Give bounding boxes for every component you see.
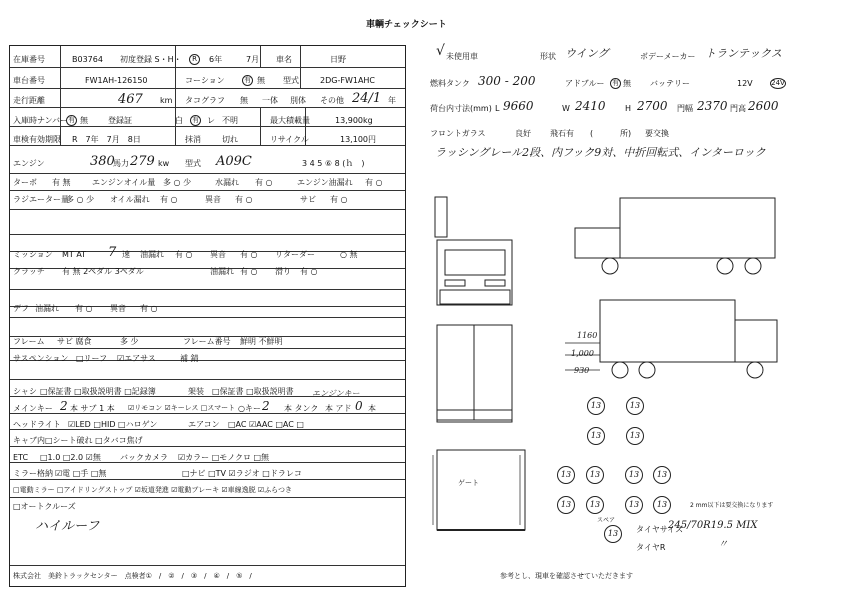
plate-yes-mark: 有 xyxy=(68,116,75,124)
deregistration-expired: 切れ xyxy=(222,135,238,144)
clutch-slip-label: 滑り xyxy=(275,267,291,276)
tire-second-right: 13 xyxy=(626,427,644,445)
gate-label: ゲート xyxy=(458,479,479,487)
transmission-oil-opts: 有 ○ xyxy=(175,250,193,259)
recycle-label: リサイクル xyxy=(270,135,309,144)
mileage-value: 467 xyxy=(118,92,143,107)
noise-label: 異音 xyxy=(205,195,221,204)
registration-year: 6年 xyxy=(209,55,223,64)
windshield-chips: 飛石有 xyxy=(550,129,574,138)
vehicle-name-label: 車名 xyxy=(276,55,292,64)
equipment-opts: □電動ミラー □アイドリングストップ ☑坂道発進 ☑電動ブレーキ ☑車線逸脱 ☑ふらつき xyxy=(13,486,293,494)
adblue-yes-mark: 有 xyxy=(612,79,619,87)
frame-rust-opts: 多 少 xyxy=(120,337,139,346)
caution-no: 無 xyxy=(257,76,265,85)
battery-24v-mark: 24V xyxy=(771,79,785,87)
body-maker-label: ボデーメーカー xyxy=(640,52,696,61)
tank-key-label: ○キー xyxy=(238,404,261,413)
headlight-opts: ☑LED □HID □ハロゲン xyxy=(68,420,158,429)
tank-key-count: 2 xyxy=(262,399,270,413)
cargo-dims-label: 荷台内寸法(mm) xyxy=(430,104,492,113)
transmission-noise-opts: 有 ○ xyxy=(240,250,258,259)
turbo-opts: 有 無 xyxy=(52,178,71,187)
side-height-2: 1,000 xyxy=(571,349,594,358)
engine-oil-opts: 多 ○ 少 xyxy=(163,178,192,187)
battery-12v: 12V xyxy=(737,79,753,88)
registration-month: 7月 xyxy=(246,55,260,64)
oil-leak-opts: 有 ○ xyxy=(160,195,178,204)
tire-rear2-inner-right: 13 xyxy=(625,496,643,514)
chassis-number: FW1AH-126150 xyxy=(85,76,148,85)
first-registration-label: 初度登録 S・H・ xyxy=(120,55,182,64)
suspension-label: サスペンション xyxy=(13,354,69,363)
fuel-tank-label: 燃料タンク xyxy=(430,79,470,88)
media-opts: □ナビ □TV ☑ラジオ □ドラレコ xyxy=(182,469,302,478)
aircon-opts: □AC ☑AAC □AC □ xyxy=(228,420,304,429)
unused-vehicle-label: 未使用車 xyxy=(446,52,478,61)
engine-power: 380 xyxy=(90,154,115,169)
tacho-none: 無 xyxy=(240,96,248,105)
diff-label: デフ xyxy=(13,304,29,313)
windshield-label: フロントガラス xyxy=(430,129,486,138)
water-leak-opts: 有 ○ xyxy=(255,178,273,187)
body-docs-label: 架装 xyxy=(188,387,204,396)
cab-interior-label: キャブ内 xyxy=(13,436,45,445)
ad-key-label: 本 アド xyxy=(325,404,352,413)
diff-oil-label: 油漏れ xyxy=(35,304,59,313)
suspension-air: ☑エアサス xyxy=(117,354,156,363)
clutch-label: クラッチ xyxy=(13,267,45,276)
retarder-label: リターダー xyxy=(275,250,315,259)
key-types: ☑リモコン ☑キーレス □スマート xyxy=(128,404,236,412)
plate-no: 無 xyxy=(80,116,88,125)
tire-rear1-outer-left: 13 xyxy=(557,466,575,484)
radiator-opts: 多 ○ 少 xyxy=(66,195,95,204)
registration-cert-label: 登録証 xyxy=(108,116,132,125)
caution-yes-mark: 有 xyxy=(244,76,251,84)
dims-h-label: H xyxy=(625,104,632,113)
diff-oil-opts: 有 ○ xyxy=(75,304,93,313)
water-leak-label: 水漏れ xyxy=(215,178,239,187)
chassis-number-label: 車台番号 xyxy=(13,76,45,85)
mirror-fold-label: ミラー格納 xyxy=(13,469,53,478)
door-height-label: 門高 xyxy=(730,104,746,113)
transmission-noise-label: 異音 xyxy=(210,250,226,259)
max-load-value: 13,900kg xyxy=(335,116,373,125)
frame-label: フレーム xyxy=(13,337,45,346)
suspension-leaf: □リーフ xyxy=(76,354,108,363)
transmission-speed-unit: 速 xyxy=(122,250,130,259)
model-label: 型式 xyxy=(283,76,299,85)
tire-size-label: タイヤサイズ xyxy=(636,525,684,534)
chassis-docs-label: シャシ xyxy=(13,387,37,396)
clutch-oil-label: 油漏れ xyxy=(210,267,234,276)
dims-l-value: 9660 xyxy=(503,99,534,113)
suspension-other: 補 錆 xyxy=(180,354,199,363)
side-height-1: 1160 xyxy=(577,331,598,340)
rust-opts: 有 ○ xyxy=(330,195,348,204)
back-camera-opts: ☑カラー □モノクロ □無 xyxy=(178,453,270,462)
tire-front-left: 13 xyxy=(587,397,605,415)
mileage-label: 走行距離 xyxy=(13,96,45,105)
engine-key-note: エンジンキー xyxy=(312,389,360,398)
cert-yes-mark: 有 xyxy=(192,116,199,124)
spare-label: スペア xyxy=(597,517,616,524)
clutch-oil-opts: 有 ○ xyxy=(240,267,258,276)
etc-label: ETC xyxy=(13,453,29,462)
tacho-handwritten: 24/1 xyxy=(352,91,382,106)
adblue-label: アドブルー xyxy=(565,79,605,88)
tire-rear2-inner-left: 13 xyxy=(586,496,604,514)
shape-value: ウイング xyxy=(565,47,609,60)
entry-plate-label: 入庫時ナンバー xyxy=(13,116,69,125)
engine-oil-label: エンジンオイル量 xyxy=(92,178,156,187)
dims-w-value: 2410 xyxy=(575,99,606,113)
engine-model-label: 型式 xyxy=(185,159,201,168)
sub-key-label: 本 サブ 1 本 xyxy=(70,404,115,413)
adblue-no: 無 xyxy=(623,79,631,88)
body-docs-opts: □保証書 □取扱説明書 xyxy=(212,387,294,396)
mirror-fold-opts: ☑電 □手 □無 xyxy=(55,469,107,478)
door-width-label: 門幅 xyxy=(677,104,693,113)
vehicle-maker: 日野 xyxy=(330,55,346,64)
frame-rust-label: サビ 腐食 xyxy=(57,337,92,346)
cab-interior-opts: □シート破れ □タバコ焦げ xyxy=(45,436,143,445)
etc-opts: □1.0 □2.0 ☑無 xyxy=(40,453,101,462)
rust-label: サビ xyxy=(300,195,316,204)
transmission-label: ミッション xyxy=(13,250,53,259)
engine-power-unit: 馬力 xyxy=(113,159,129,168)
dims-w-label: W xyxy=(562,104,570,113)
mileage-unit: km xyxy=(160,96,173,105)
tank-key-unit: 本 タンク xyxy=(284,404,319,413)
ad-key-count: 0 xyxy=(355,399,363,413)
stock-number: B03764 xyxy=(72,55,103,64)
dims-l-label: L xyxy=(495,104,500,113)
headlight-label: ヘッドライト xyxy=(13,420,61,429)
engine-label: エンジン xyxy=(13,159,45,168)
chassis-docs-opts: □保証書 □取扱説明書 □記録簿 xyxy=(40,387,156,396)
clutch-slip-opts: 有 ○ xyxy=(300,267,318,276)
max-load-label: 最大積載量 xyxy=(270,116,310,125)
clutch-opts: 有 無 2ペダル 3ペダル xyxy=(62,267,144,276)
tachograph-label: タコグラフ xyxy=(185,96,225,105)
transmission-type: MT AT xyxy=(62,250,87,259)
engine-kw-unit: kw xyxy=(158,159,170,168)
tire-r-label: タイヤR xyxy=(636,543,666,552)
tire-r-value: 〃 xyxy=(718,539,728,550)
engine-kw: 279 xyxy=(130,154,155,169)
aircon-label: エアコン xyxy=(188,420,220,429)
battery-label: バッテリー xyxy=(650,79,690,88)
inspection-expiry-label: 車検有効期限 xyxy=(13,135,61,144)
body-maker-value: トランテックス xyxy=(705,47,782,60)
tire-replace-note: 2 mm以下は要交換になります xyxy=(690,502,774,509)
oil-leak-label: オイル漏れ xyxy=(110,195,150,204)
windshield-paren-open: ( xyxy=(590,129,594,138)
deregistration-label: 抹消 xyxy=(185,135,201,144)
door-width-value: 2370 xyxy=(697,99,728,113)
back-camera-label: バックカメラ xyxy=(120,453,168,462)
main-key-label: メインキー xyxy=(13,404,53,413)
frame-number-label: フレーム番号 xyxy=(183,337,231,346)
tire-front-right: 13 xyxy=(626,397,644,415)
footnote: 参考とし、現車を確認させていただきます xyxy=(500,572,633,580)
retarder-opts: ○ 無 xyxy=(340,250,358,259)
page-title: 車輌チェックシート xyxy=(366,20,447,30)
inspection-expiry: R 7年 7月 8日 xyxy=(72,135,141,144)
tacho-other: その他 xyxy=(320,96,344,105)
auto-cruise: □オートクルーズ xyxy=(13,502,76,511)
truck-diagrams xyxy=(425,180,805,550)
cert-check: レ xyxy=(207,116,215,125)
recycle-value: 13,100円 xyxy=(340,135,376,144)
tacho-separate: 別体 xyxy=(290,96,306,105)
radiator-label: ラジエーター量 xyxy=(13,195,69,204)
transmission-speeds: 7 xyxy=(108,245,117,260)
dims-h-value: 2700 xyxy=(637,99,668,113)
tacho-year-unit: 年 xyxy=(388,96,396,105)
caution-label: コーション xyxy=(185,76,225,85)
right-note-handwritten: ラッシングレール2段、内フック9対、中折回転式、インターロック xyxy=(435,146,766,159)
engine-model: A09C xyxy=(216,154,252,169)
tire-rear1-outer-right: 13 xyxy=(653,466,671,484)
tire-second-left: 13 xyxy=(587,427,605,445)
tire-rear2-outer-left: 13 xyxy=(557,496,575,514)
shape-label: 形状 xyxy=(540,52,556,61)
windshield-paren-close: 所) xyxy=(620,129,632,138)
diff-noise-label: 異音 xyxy=(110,304,126,313)
used-check-mark: √ xyxy=(436,43,445,59)
cert-unknown: 不明 xyxy=(222,116,238,125)
fuel-tank-value: 300 - 200 xyxy=(478,74,536,88)
model-code: 2DG-FW1AHC xyxy=(320,76,376,85)
engine-oil-leak-opts: 有 ○ xyxy=(365,178,383,187)
tire-rear1-inner-left: 13 xyxy=(586,466,604,484)
main-key-count: 2 xyxy=(60,399,68,413)
windshield-good: 良好 xyxy=(515,129,531,138)
noise-opts: 有 ○ xyxy=(235,195,253,204)
side-height-3: 930 xyxy=(574,366,590,375)
cert-white: 白 xyxy=(175,116,183,125)
transmission-oil-label: 油漏れ xyxy=(140,250,164,259)
turbo-label: ターボ xyxy=(13,178,37,187)
frame-number-opts: 鮮明 不鮮明 xyxy=(240,337,283,346)
diff-noise-opts: 有 ○ xyxy=(140,304,158,313)
windshield-replace: 要交換 xyxy=(645,129,669,138)
tire-rear1-inner-right: 13 xyxy=(625,466,643,484)
gear-options: 3 4 5 ⑥ 8 (ｈ ) xyxy=(302,159,365,168)
tire-spare: 13 xyxy=(604,525,622,543)
left-note-handwritten: ハイルーフ xyxy=(35,519,100,534)
engine-oil-leak-label: エンジン油漏れ xyxy=(297,178,353,187)
stock-number-label: 在庫番号 xyxy=(13,55,45,64)
tacho-integrated: 一体 xyxy=(262,96,278,105)
era-reiwa-mark: R xyxy=(189,54,200,65)
tire-size-value: 245/70R19.5 MIX xyxy=(668,520,758,531)
tire-rear2-outer-right: 13 xyxy=(653,496,671,514)
company-footer: 株式会社 美鈴トラックセンター 点検者① / ② / ③ / ④ / ⑤ / xyxy=(13,572,252,580)
ad-key-unit: 本 xyxy=(368,404,376,413)
door-height-value: 2600 xyxy=(748,99,779,113)
